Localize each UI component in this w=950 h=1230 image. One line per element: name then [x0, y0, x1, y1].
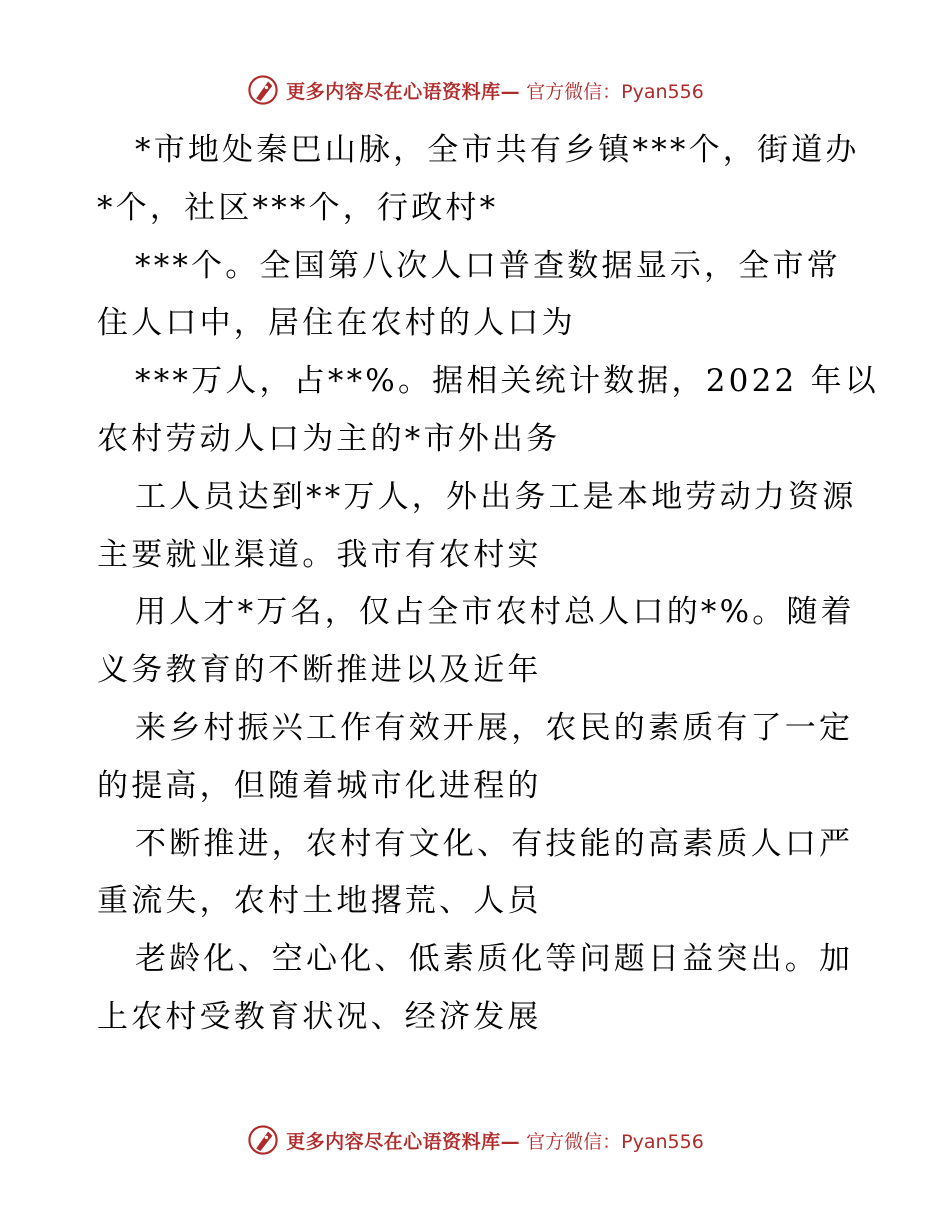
paragraph-line: ***万人，占**%。据相关统计数据，2022 年以: [135, 363, 879, 400]
paragraph-line: 工人员达到**万人，外出务工是本地劳动力资源: [135, 478, 857, 515]
footer-banner: [0, 1120, 950, 1160]
paragraph-line: 不断推进，农村有文化、有技能的高素质人口严: [135, 825, 854, 862]
paragraph: [97, 816, 857, 932]
paragraph-line: 农村劳动人口为主的*市外出务: [97, 420, 561, 457]
header-banner: [0, 70, 950, 110]
paragraph-line: 上农村受教育状况、经济发展: [97, 998, 542, 1035]
paragraph: [97, 469, 857, 585]
paragraph-line: 义务教育的不断推进以及近年: [97, 652, 542, 689]
paragraph: [97, 700, 857, 816]
paragraph: [97, 353, 879, 469]
paragraph-line: 住人口中，居住在农村的人口为: [97, 305, 576, 342]
paragraph-line: 老龄化、空心化、低素质化等问题日益突出。加: [135, 941, 854, 978]
paragraph-line: *个，社区***个，行政村*: [97, 189, 499, 226]
paragraph-line: 用人才*万名，仅占全市农村总人口的*%。随着: [135, 594, 855, 631]
banner-wechat: 官方微信：Pyan556: [526, 80, 704, 103]
paragraph: [97, 238, 857, 354]
banner-text: 更多内容尽在心语资料库—: [286, 80, 521, 103]
paragraph-line: ***个。全国第八次人口普查数据显示，全市常: [135, 247, 841, 284]
paragraph-line: 重流失，农村土地撂荒、人员: [97, 883, 542, 920]
paragraph-line: 主要就业渠道。我市有农村实: [97, 536, 542, 573]
banner-wechat: 官方微信：Pyan556: [526, 1130, 704, 1153]
paragraph-line: 来乡村振兴工作有效开展，农民的素质有了一定: [135, 709, 854, 746]
document-body: [97, 122, 879, 1047]
paragraph: [97, 931, 857, 1047]
paragraph: [97, 122, 860, 238]
pen-nib-circle-icon: [246, 73, 280, 107]
paragraph: [97, 584, 857, 700]
paragraph-line: 的提高，但随着城市化进程的: [97, 767, 542, 804]
paragraph-line: *市地处秦巴山脉，全市共有乡镇***个，街道办: [135, 132, 860, 168]
banner-text: 更多内容尽在心语资料库—: [286, 1130, 521, 1153]
pen-nib-circle-icon: [246, 1123, 280, 1157]
